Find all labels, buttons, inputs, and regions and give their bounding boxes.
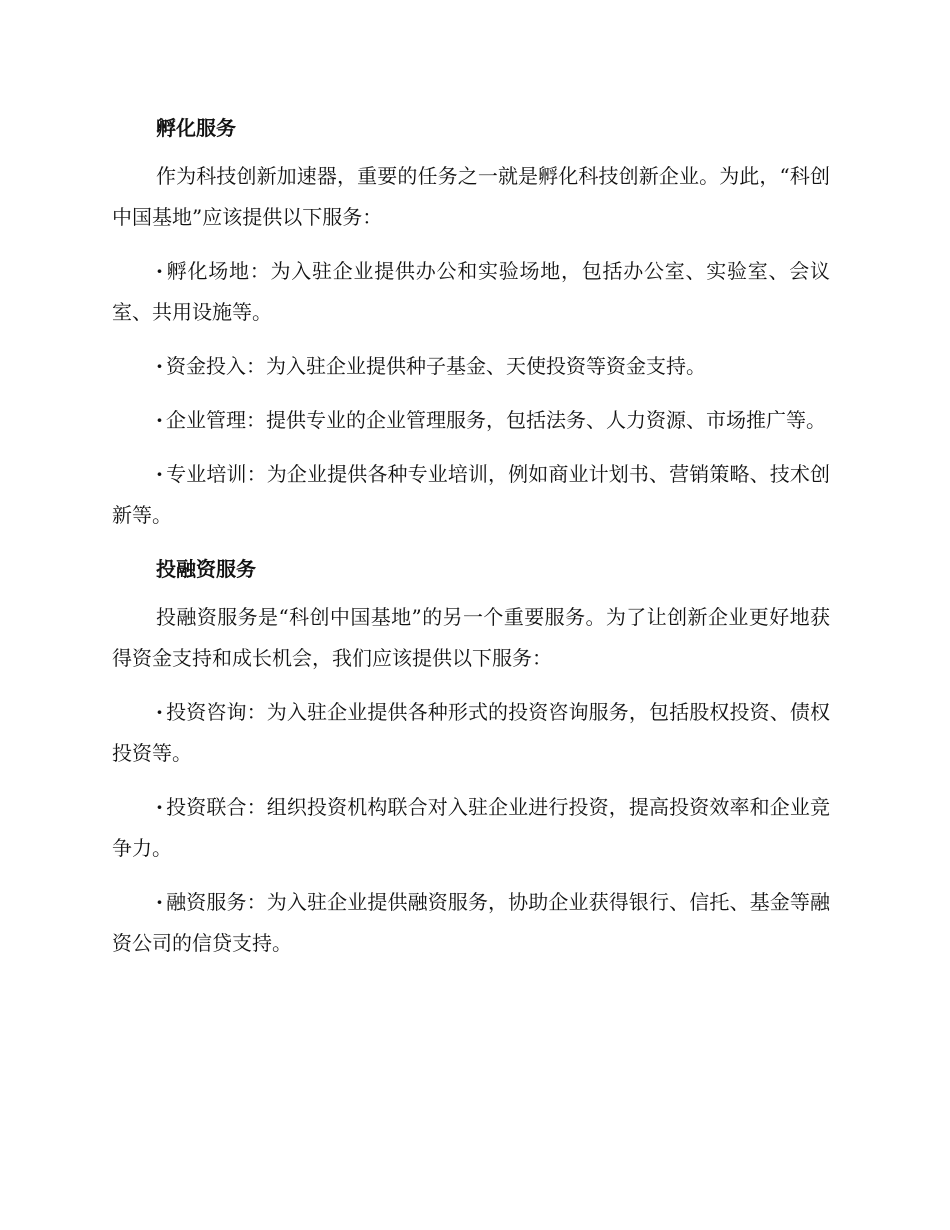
list-item-text: 专业培训：为企业提供各种专业培训，例如商业计划书、营销策略、技术创新等。	[112, 462, 830, 527]
list-item	[112, 346, 830, 387]
list-item	[112, 454, 830, 536]
list-item-text: 投资联合：组织投资机构联合对入驻企业进行投资，提高投资效率和企业竞争力。	[112, 795, 830, 860]
list-item	[112, 787, 830, 869]
list-item	[112, 400, 830, 441]
list-item-text: 投资咨询：为入驻企业提供各种形式的投资咨询服务，包括股权投资、债权投资等。	[112, 700, 830, 765]
section-intro-incubation: 作为科技创新加速器，重要的任务之一就是孵化科技创新企业。为此，“科创中国基地”应该提供以下服务：	[112, 164, 830, 229]
bullet-icon: ·	[156, 462, 163, 486]
list-item	[112, 692, 830, 774]
bullet-icon: ·	[156, 890, 163, 914]
list-item	[112, 251, 830, 333]
bullet-icon: ·	[156, 795, 163, 819]
bullet-icon: ·	[156, 354, 163, 378]
bullet-icon: ·	[156, 259, 163, 283]
section-heading-incubation: 孵化服务	[156, 116, 236, 140]
section-intro-financing: 投融资服务是“科创中国基地”的另一个重要服务。为了让创新企业更好地获得资金支持和成长机会，我们应该提供以下服务：	[112, 605, 830, 670]
list-item	[112, 882, 830, 964]
section-heading-financing: 投融资服务	[156, 557, 256, 581]
bullet-icon: ·	[156, 408, 163, 432]
list-item-text: 企业管理：提供专业的企业管理服务，包括法务、人力资源、市场推广等。	[166, 408, 826, 432]
document-body	[112, 108, 830, 977]
bullet-icon: ·	[156, 700, 163, 724]
list-item-text: 融资服务：为入驻企业提供融资服务，协助企业获得银行、信托、基金等融资公司的信贷支持。	[112, 890, 830, 955]
list-item-text: 孵化场地：为入驻企业提供办公和实验场地，包括办公室、实验室、会议室、共用设施等。	[112, 259, 830, 324]
list-item-text: 资金投入：为入驻企业提供种子基金、天使投资等资金支持。	[166, 354, 706, 378]
